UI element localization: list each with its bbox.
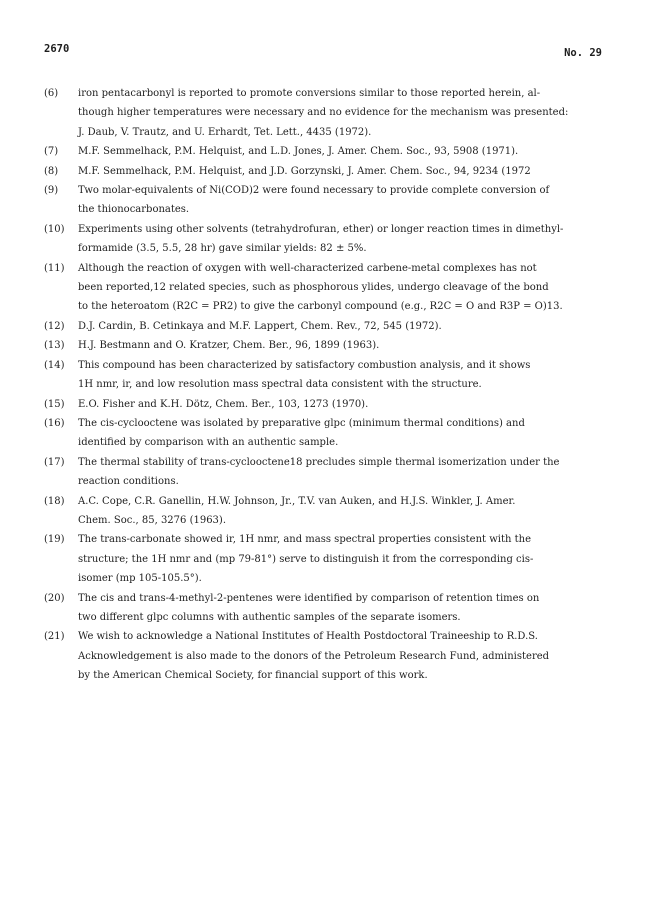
footnote-text [78,492,624,531]
footnote-line: H.J. Bestmann and O. Kratzer, Chem. Ber., 96, 1899 (1963). [78,340,380,352]
footnote-number: (7) [44,146,59,158]
footnote [44,336,624,355]
footnote-line: the thionocarbonates. [78,204,190,216]
footnote-text [78,162,624,181]
footnote [44,356,624,395]
footnote [44,492,624,531]
footnote-text [78,220,624,259]
footnote-text [78,453,624,492]
footnote-line: iron pentacarbonyl is reported to promote conversions similar to those reported herein, al- [78,88,541,99]
footnote-text [78,414,624,453]
footnote-line: M.F. Semmelhack, P.M. Helquist, and J.D. Gorzynski, J. Amer. Chem. Soc., 94, 9234 (1972 [78,165,531,177]
footnote-number: (15) [44,398,65,410]
footnote [44,453,624,492]
footnote-line: formamide (3.5, 5.5, 28 hr) gave similar yields: 82 ± 5%. [78,243,367,255]
footnote-number: (18) [44,495,65,507]
footnote-text [78,181,624,220]
footnote-text [78,259,624,317]
footnote-number: (14) [44,359,65,371]
footnote [44,414,624,453]
footnote-line: reaction conditions. [78,476,179,488]
footnote-line: structure; the 1H nmr and (mp 79-81°) serve to distinguish it from the corresponding cis- [78,553,534,565]
footnote-text [78,627,624,685]
footnote-number: (13) [44,340,65,352]
footnote-line: The cis-cyclooctene was isolated by preparative glpc (minimum thermal conditions) and [78,417,525,429]
footnote-line: Experiments using other solvents (tetrahydrofuran, ether) or longer reaction times in dimethyl- [78,223,564,235]
footnote [44,162,624,181]
footnote-line: to the heteroatom (R2C = PR2) to give the carbonyl compound (e.g., R2C = O and R3P = O)13. [78,301,563,313]
footnote-text [78,356,624,395]
footnote-line: though higher temperatures were necessary and no evidence for the mechanism was presented: [78,107,569,119]
footnote-line: J. Daub, V. Trautz, and U. Erhardt, Tet. Lett., 4435 (1972). [78,126,372,138]
footnote-number: (12) [44,320,65,332]
footnote-text [78,142,624,161]
footnote [44,259,624,317]
footnote [44,142,624,161]
footnote-line: by the American Chemical Society, for financial support of this work. [78,670,428,682]
footnote-number: (9) [44,185,59,197]
footnote [44,589,624,628]
footnote-line: A.C. Cope, C.R. Ganellin, H.W. Johnson, Jr., T.V. van Auken, and H.J.S. Winkler, J. Amer. [78,495,516,507]
footnote-text [78,589,624,628]
footnote-text [78,336,624,355]
footnote-line: identified by comparison with an authentic sample. [78,437,339,449]
footnote [44,627,624,685]
footnote-line: Acknowledgement is also made to the donors of the Petroleum Research Fund, administered [78,650,550,662]
footnote [44,220,624,259]
footnote-line: The trans-carbonate showed ir, 1H nmr, and mass spectral properties consistent with the [78,534,531,546]
footnote-number: (20) [44,592,65,604]
footnote-text [78,530,624,588]
footnote-number: (19) [44,534,65,546]
footnote-line: 1H nmr, ir, and low resolution mass spectral data consistent with the structure. [78,379,482,391]
footnote-number: (8) [44,165,59,177]
footnote-line: We wish to acknowledge a National Institutes of Health Postdoctoral Traineeship to R.D.S. [78,631,538,643]
footnote-line: The thermal stability of trans-cyclooctene18 precludes simple thermal isomerization under the [78,456,560,468]
footnote [44,530,624,588]
footnote-line: isomer (mp 105-105.5°). [78,573,202,585]
footnote-number: (6) [44,88,59,99]
footnote-number: (11) [44,262,65,274]
footnote-line: This compound has been characterized by satisfactory combustion analysis, and it shows [78,359,531,371]
footnote-text [78,84,624,142]
footnote-line: two different glpc columns with authentic samples of the separate isomers. [78,611,461,623]
footnote-number: (21) [44,631,65,643]
footnote-line: The cis and trans-4-methyl-2-pentenes were identified by comparison of retention times on [78,592,540,604]
footnote-line: E.O. Fisher and K.H. Dötz, Chem. Ber., 103, 1273 (1970). [78,398,369,410]
footnote-line: been reported,12 related species, such as phosphorous ylides, undergo cleavage of the bond [78,282,549,294]
footnote-text [78,317,624,336]
footnotes-list [44,84,624,686]
footnote [44,317,624,336]
footnote-line: Chem. Soc., 85, 3276 (1963). [78,514,226,526]
footnote [44,395,624,414]
footnote-number: (17) [44,456,65,468]
footnote-line: M.F. Semmelhack, P.M. Helquist, and L.D. Jones, J. Amer. Chem. Soc., 93, 5908 (1971). [78,146,519,158]
footnote-line: Two molar-equivalents of Ni(COD)2 were found necessary to provide complete conversion of [78,185,550,197]
footnote-line: D.J. Cardin, B. Cetinkaya and M.F. Lappert, Chem. Rev., 72, 545 (1972). [78,320,442,332]
footnote-line: Although the reaction of oxygen with well-characterized carbene-metal complexes has not [78,262,537,274]
issue-number: No. 29 [564,47,602,59]
footnote-text [78,395,624,414]
footnote-number: (16) [44,417,65,429]
footnote [44,84,624,142]
page-number: 2670 [44,43,70,55]
footnote [44,181,624,220]
footnote-number: (10) [44,223,65,235]
